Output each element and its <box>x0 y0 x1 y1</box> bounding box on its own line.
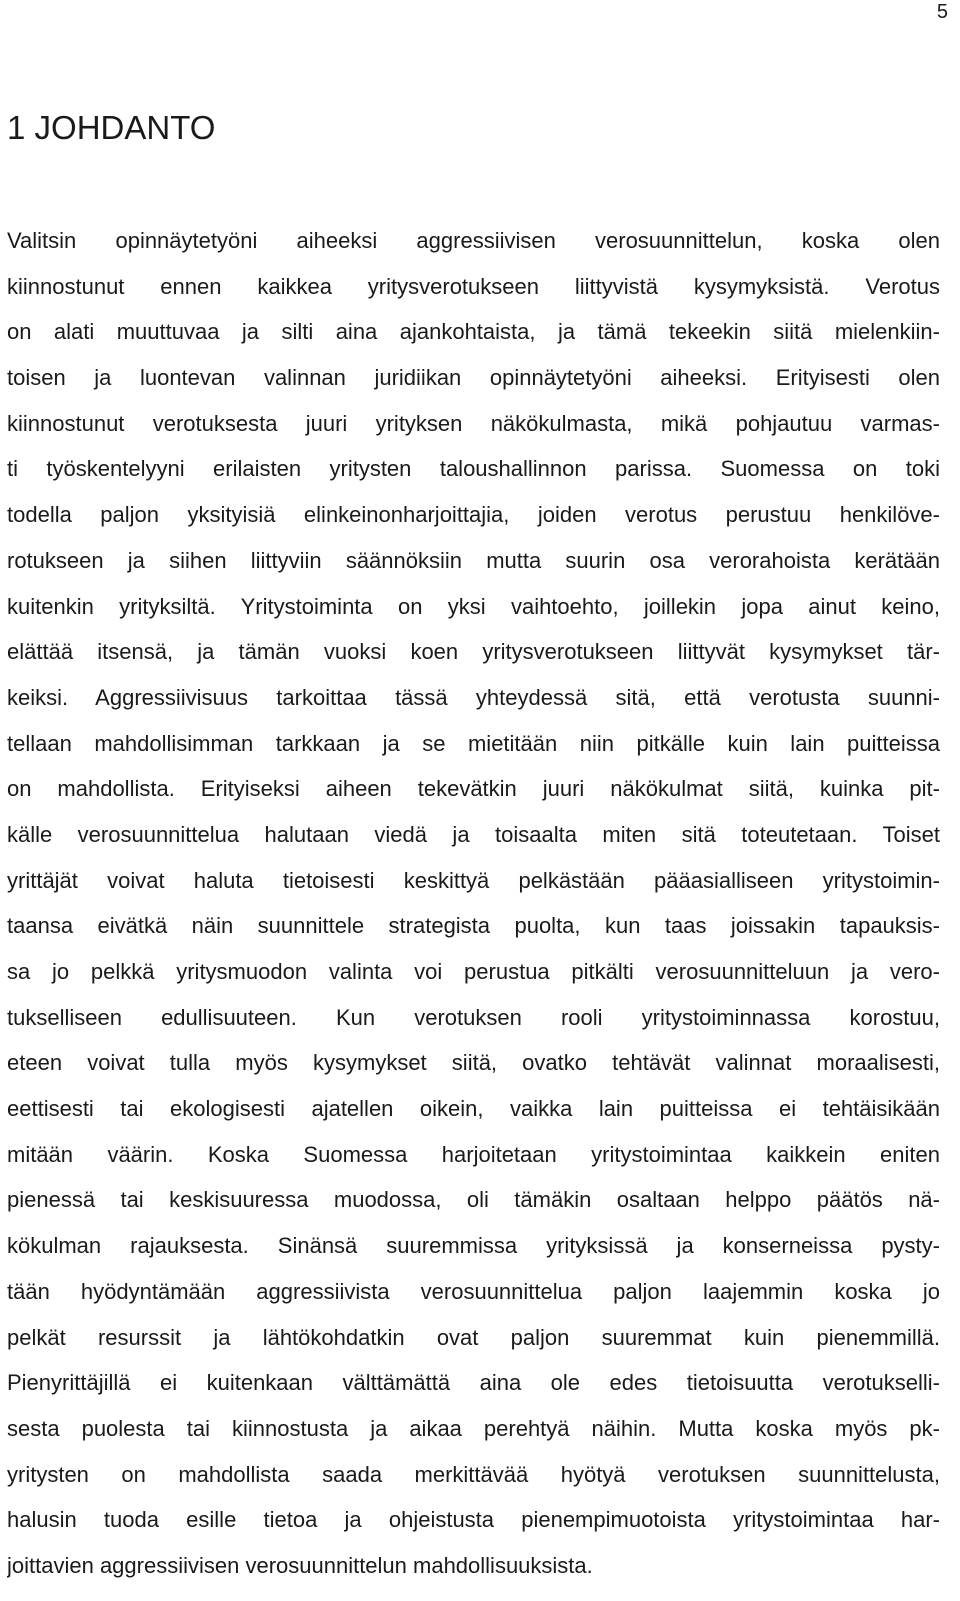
paragraph-line: elättää itsensä, ja tämän vuoksi koen yritysverotukseen liittyvät kysymykset tär- <box>7 639 940 665</box>
paragraph-line: eettisesti tai ekologisesti ajatellen oikein, vaikka lain puitteissa ei tehtäisikään <box>7 1096 940 1122</box>
paragraph-line: yrittäjät voivat haluta tietoisesti keskittyä pelkästään pääasialliseen yritystoimin- <box>7 867 940 893</box>
paragraph-line: toisen ja luontevan valinnan juridiikan opinnäytetyöni aiheeksi. Erityisesti olen <box>7 365 940 391</box>
paragraph-line: eteen voivat tulla myös kysymykset siitä, ovatko tehtävät valinnat moraalisesti, <box>7 1050 940 1076</box>
paragraph-line: Valitsin opinnäytetyöni aiheeksi aggressiivisen verosuunnittelun, koska olen <box>7 228 940 253</box>
paragraph-line: kiinnostunut verotuksesta juuri yrityksen näkökulmasta, mikä pohjautuu varmas- <box>7 410 940 436</box>
paragraph-line: ti työskentelyyni erilaisten yritysten taloushallinnon parissa. Suomessa on toki <box>7 456 940 482</box>
paragraph-line: halusin tuoda esille tietoa ja ohjeistusta pienempimuotoista yritystoimintaa har- <box>7 1507 940 1533</box>
chapter-heading: 1 JOHDANTO <box>7 109 216 146</box>
paragraph-line: pienessä tai keskisuuressa muodossa, oli tämäkin osaltaan helppo päätös nä- <box>7 1187 940 1213</box>
paragraph-line: tellaan mahdollisimman tarkkaan ja se mietitään niin pitkälle kuin lain puitteissa <box>7 730 940 756</box>
paragraph-line: taansa eivätkä näin suunnittele strategista puolta, kun taas joissakin tapauksis- <box>7 913 940 939</box>
paragraph-line: pelkät resurssit ja lähtökohdatkin ovat paljon suuremmat kuin pienemmillä. <box>7 1324 940 1350</box>
paragraph-line: sa jo pelkkä yritysmuodon valinta voi perustua pitkälti verosuunnitteluun ja vero- <box>7 959 940 984</box>
paragraph-line: sesta puolesta tai kiinnostusta ja aikaa perehtyä näihin. Mutta koska myös pk- <box>7 1415 940 1441</box>
paragraph-line: Pienyrittäjillä ei kuitenkaan välttämättä aina ole edes tietoisuutta verotukselli- <box>7 1370 940 1396</box>
paragraph-line: rotukseen ja siihen liittyviin säännöksiin mutta suurin osa verorahoista kerätään <box>7 547 940 573</box>
page-number: 5 <box>936 1 948 23</box>
paragraph-line: yritysten on mahdollista saada merkittävää hyötyä verotuksen suunnittelusta, <box>7 1461 940 1487</box>
paragraph-line: keiksi. Aggressiivisuus tarkoittaa tässä yhteydessä sitä, että verotusta suunni- <box>7 684 940 710</box>
paragraph-line: källe verosuunnittelua halutaan viedä ja toisaalta miten sitä toteutetaan. Toiset <box>7 821 940 847</box>
paragraph-line: kökulman rajauksesta. Sinänsä suuremmissa yrityksissä ja konserneissa pysty- <box>7 1233 940 1259</box>
paragraph-line: mitään väärin. Koska Suomessa harjoitetaan yritystoimintaa kaikkein eniten <box>7 1141 940 1167</box>
paragraph-line: on alati muuttuvaa ja silti aina ajankohtaista, ja tämä tekeekin siitä mielenkiin- <box>7 319 940 345</box>
paragraph-line: kuitenkin yrityksiltä. Yritystoiminta on yksi vaihtoehto, joillekin jopa ainut keino, <box>7 593 940 619</box>
paragraph-line: kiinnostunut ennen kaikkea yritysverotukseen liittyvistä kysymyksistä. Verotus <box>7 273 940 299</box>
paragraph-line: tukselliseen edullisuuteen. Kun verotuksen rooli yritystoiminnassa korostuu, <box>7 1004 940 1030</box>
body-paragraph <box>7 218 940 1589</box>
paragraph-line: joittavien aggressiivisen verosuunnittelun mahdollisuuksista. <box>7 1552 593 1578</box>
paragraph-line: tään hyödyntämään aggressiivista verosuunnittelua paljon laajemmin koska jo <box>7 1278 940 1304</box>
paragraph-line: on mahdollista. Erityiseksi aiheen tekevätkin juuri näkökulmat siitä, kuinka pit- <box>7 776 940 802</box>
paragraph-line: todella paljon yksityisiä elinkeinonharjoittajia, joiden verotus perustuu henkilöve- <box>7 502 940 528</box>
